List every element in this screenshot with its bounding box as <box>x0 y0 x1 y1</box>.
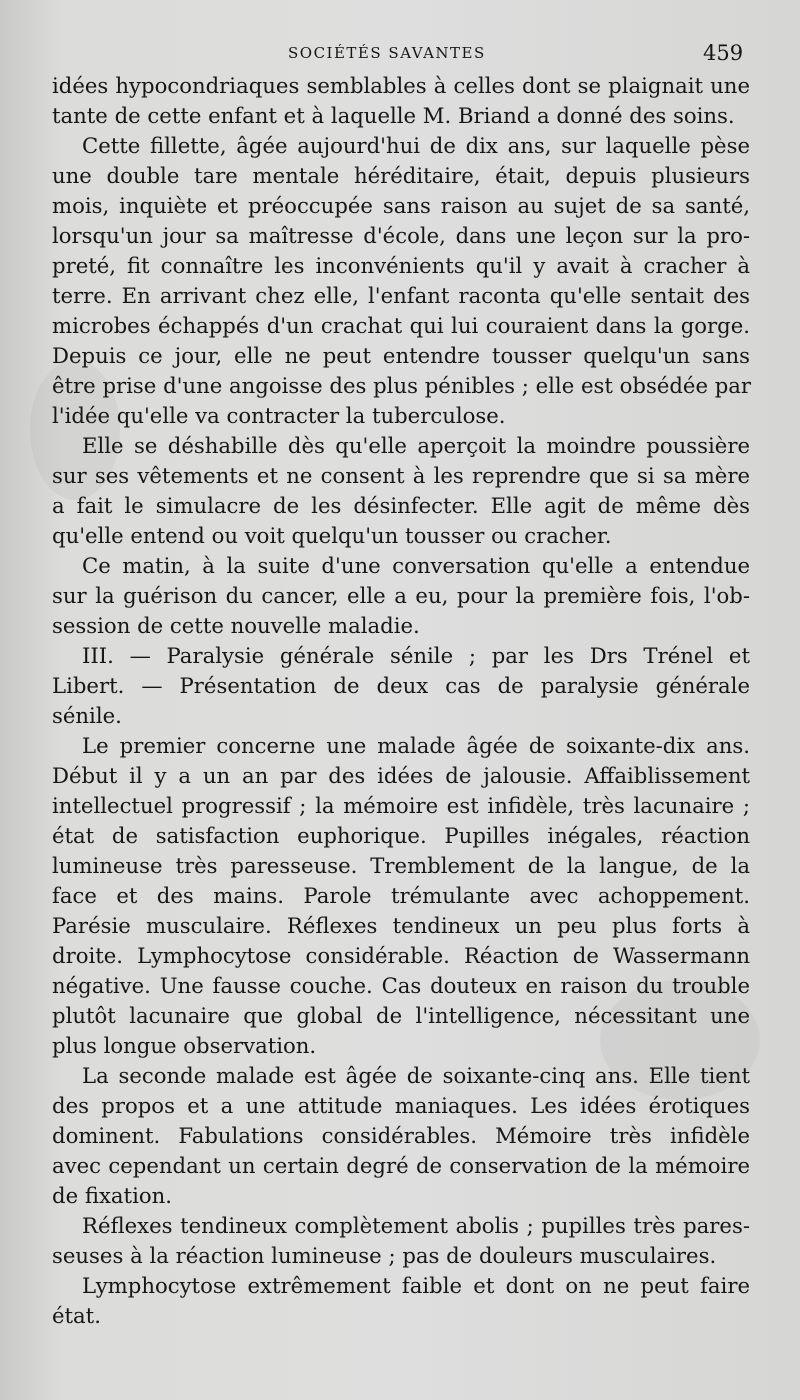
text-line: Début il y a un an par des idées de jalousie. Affaiblissement <box>52 763 750 788</box>
text-line: Depuis ce jour, elle ne peut entendre tousser quelqu'un sans <box>52 343 750 368</box>
text-line: lumineuse très paresseuse. Tremblement de la langue, de la <box>52 853 750 878</box>
text-line: Libert. — Présentation de deux cas de paralysie générale <box>52 673 750 698</box>
text-line: droite. Lymphocytose considérable. Réaction de Wassermann <box>52 943 750 968</box>
text-line: sur la guérison du cancer, elle a eu, pour la première fois, l'ob- <box>52 583 750 608</box>
text-line: terre. En arrivant chez elle, l'enfant raconta qu'elle sentait des <box>52 283 750 308</box>
page-number: 459 <box>703 41 744 65</box>
text-line: III. — Paralysie générale sénile ; par les Drs Trénel et <box>82 643 750 668</box>
text-line: Le premier concerne une malade âgée de soixante-dix ans. <box>82 733 750 758</box>
text-line: être prise d'une angoisse des plus pénibles ; elle est obsédée par <box>52 373 752 398</box>
text-line: négative. Une fausse couche. Cas douteux en raison du trouble <box>52 973 750 998</box>
text-line: Elle se déshabille dès qu'elle aperçoit la moindre poussière <box>82 433 750 458</box>
text-line: a fait le simulacre de les désinfecter. Elle agit de même dès <box>52 493 750 518</box>
text-line: Cette fillette, âgée aujourd'hui de dix ans, sur laquelle pèse <box>82 133 750 158</box>
text-line: qu'elle entend ou voit quelqu'un tousser ou cracher. <box>52 523 612 548</box>
text-line: session de cette nouvelle maladie. <box>52 613 420 638</box>
text-line: état. <box>52 1303 101 1328</box>
text-line: Réflexes tendineux complètement abolis ; pupilles très pares- <box>82 1213 750 1238</box>
text-line: plutôt lacunaire que global de l'intelligence, nécessitant une <box>52 1003 750 1028</box>
text-line: preté, fit connaître les inconvénients qu'il y avait à cracher à <box>52 253 750 278</box>
text-line: sénile. <box>52 703 122 728</box>
text-line: une double tare mentale héréditaire, était, depuis plusieurs <box>52 163 750 188</box>
text-line: Ce matin, à la suite d'une conversation qu'elle a entendue <box>82 553 750 578</box>
body-text <box>52 71 750 1331</box>
text-line: seuses à la réaction lumineuse ; pas de douleurs musculaires. <box>52 1243 717 1268</box>
text-line: des propos et a une attitude maniaques. Les idées érotiques <box>52 1093 750 1118</box>
text-line: Lymphocytose extrêmement faible et dont on ne peut faire <box>82 1273 750 1298</box>
text-line: face et des mains. Parole trémulante avec achoppement. <box>52 883 750 908</box>
text-line: intellectuel progressif ; la mémoire est infidèle, très lacunaire ; <box>52 793 750 818</box>
text-line: dominent. Fabulations considérables. Mémoire très infidèle <box>52 1123 750 1148</box>
page-header <box>0 41 800 74</box>
text-line: de fixation. <box>52 1183 172 1208</box>
text-line: état de satisfaction euphorique. Pupilles inégales, réaction <box>52 823 750 848</box>
text-line: Parésie musculaire. Réflexes tendineux un peu plus forts à <box>52 913 750 938</box>
text-line: lorsqu'un jour sa maîtresse d'école, dans une leçon sur la pro- <box>52 223 750 248</box>
text-line: avec cependant un certain degré de conservation de la mémoire <box>52 1153 750 1178</box>
text-line: tante de cette enfant et à laquelle M. Briand a donné des soins. <box>52 103 735 128</box>
text-line: La seconde malade est âgée de soixante-cinq ans. Elle tient <box>82 1063 750 1088</box>
text-line: idées hypocondriaques semblables à celles dont se plaignait une <box>52 73 750 98</box>
text-line: sur ses vêtements et ne consent à les reprendre que si sa mère <box>52 463 750 488</box>
running-title: SOCIÉTÉS SAVANTES <box>288 44 486 62</box>
text-line: mois, inquiète et préoccupée sans raison au sujet de sa santé, <box>52 193 750 218</box>
text-line: l'idée qu'elle va contracter la tuberculose. <box>52 403 506 428</box>
text-line: microbes échappés d'un crachat qui lui couraient dans la gorge. <box>52 313 750 338</box>
text-line: plus longue observation. <box>52 1033 317 1058</box>
